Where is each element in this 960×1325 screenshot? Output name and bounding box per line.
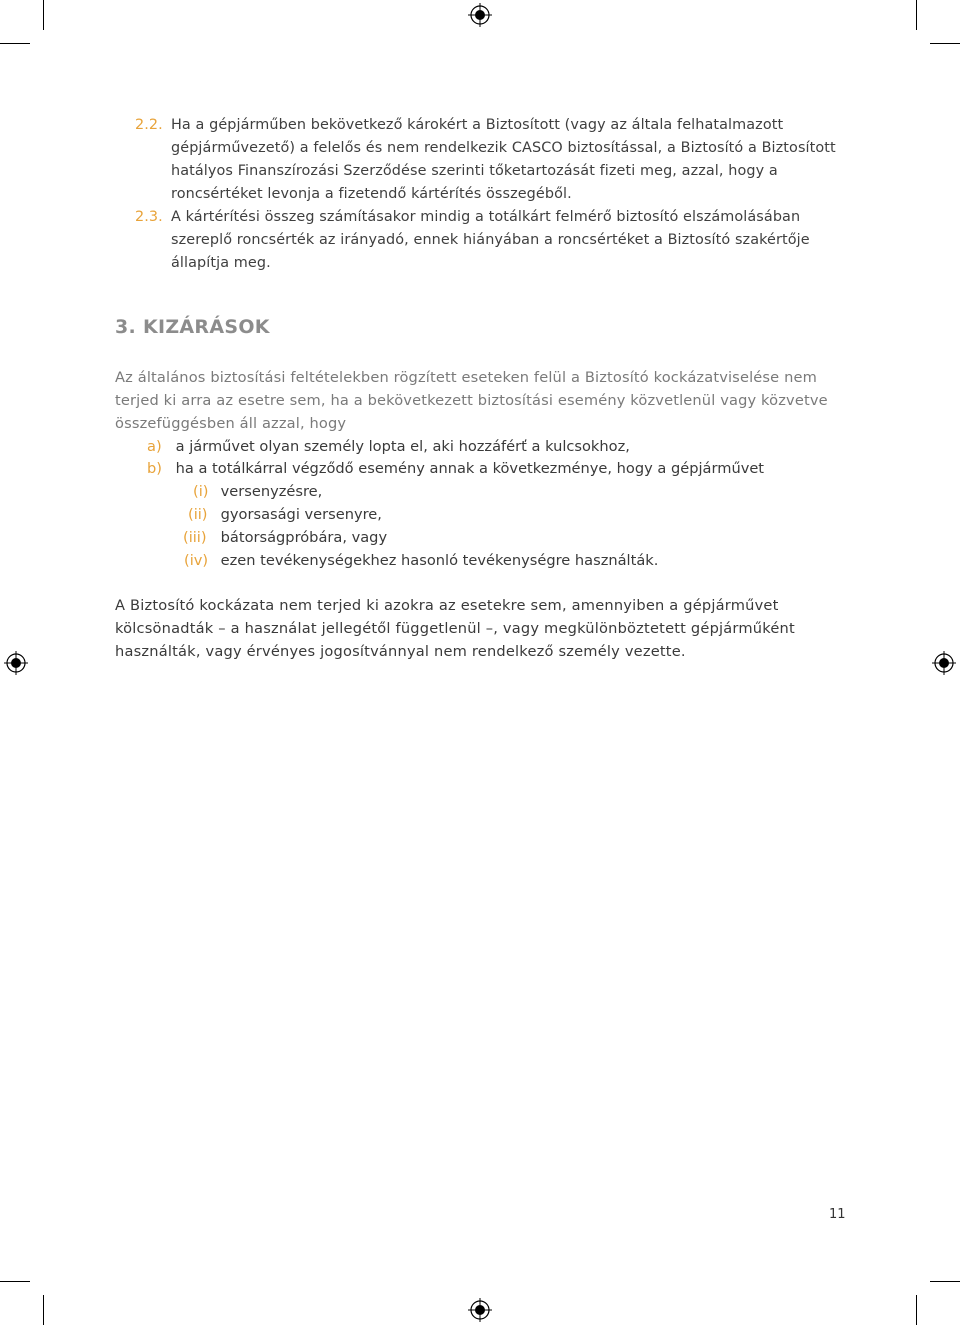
sub-list-item-label: (iii) (183, 529, 207, 546)
list-item (147, 457, 764, 480)
crop-mark-top-left-v (43, 0, 44, 30)
crop-mark-top-right-h (930, 43, 960, 44)
list-item-text: a járművet olyan személy lopta el, aki hozzáférť a kulcsokhoz, (175, 438, 630, 455)
clause-number: 2.3. (135, 209, 163, 225)
list-item-label: a) (147, 438, 162, 455)
sub-list-item-label: (i) (193, 483, 209, 500)
registration-mark-icon (4, 651, 28, 675)
sub-list-item-text: bátorságpróbára, vagy (220, 529, 388, 546)
clause-text: Ha a gépjárműben bekövetkező károkért a Biztosított (vagy az általa felhatalmazott gépjárművezető) a felelős és nem rendelkezik CASCO biztosítással, a Biztosító a Biztosított hatályos Finanszírozási Szerződése szerinti tőketartozását fizeti meg, azzal, hogy a roncsértéket levonja a fizetendő kártérítés összegéből. (171, 117, 836, 202)
crop-mark-bottom-right-h (930, 1281, 960, 1282)
page-number: 11 (829, 1207, 846, 1222)
clause-2-3 (135, 206, 855, 275)
crop-mark-bottom-left-h (0, 1281, 30, 1282)
sub-list-item-label: (iv) (184, 552, 209, 569)
crop-mark-bottom-right-v (916, 1295, 917, 1325)
sub-list-item (183, 526, 387, 549)
list-item-label: b) (147, 460, 162, 477)
registration-mark-icon (468, 3, 492, 27)
clause-2-2 (135, 114, 855, 206)
sub-list-item-text: ezen tevékenységekhez hasonló tevékenységre használták. (220, 552, 659, 569)
sub-list-item (193, 480, 322, 503)
registration-mark-icon (932, 651, 956, 675)
clause-text: A kártérítési összeg számításakor mindig a totálkárt felmérő biztosító elszámolásában szereplő roncsérték az irányadó, ennek hiányában a roncsértéket a Biztosító szakértője állapítja meg. (171, 209, 810, 271)
closing-paragraph: A Biztosító kockázata nem terjed ki azokra az esetekre sem, amennyiben a gépjárművet kölcsönadták – a használat jellegétől függetlenül –, vagy megkülönböztetett gépjárműként használták, vagy érvényes jogosítvánnyal nem rendelkező személy vezette. (115, 597, 795, 660)
crop-mark-top-right-v (916, 0, 917, 30)
sub-list-item-label: (ii) (188, 506, 208, 523)
crop-mark-bottom-left-v (43, 1295, 44, 1325)
crop-mark-top-left-h (0, 43, 30, 44)
sub-list-item-text: gyorsasági versenyre, (220, 506, 382, 523)
list-item-text: ha a totálkárral végződő esemény annak a következménye, hogy a gépjárművet (175, 460, 765, 477)
sub-list-item (184, 549, 658, 572)
sub-list-item-text: versenyzésre, (220, 483, 323, 500)
list-item (147, 435, 630, 458)
registration-mark-icon (468, 1298, 492, 1322)
sub-list-item (188, 503, 382, 526)
section-heading: 3. KIZÁRÁSOK (115, 316, 270, 338)
clause-number: 2.2. (135, 117, 163, 133)
section-intro: Az általános biztosítási feltételekben rögzített eseteken felül a Biztosító kockázatviselése nem terjed ki arra az esetre sem, ha a bekövetkezett biztosítási esemény közvetlenül vagy közvetve összefüggésben áll azzal, hogy (115, 369, 828, 432)
